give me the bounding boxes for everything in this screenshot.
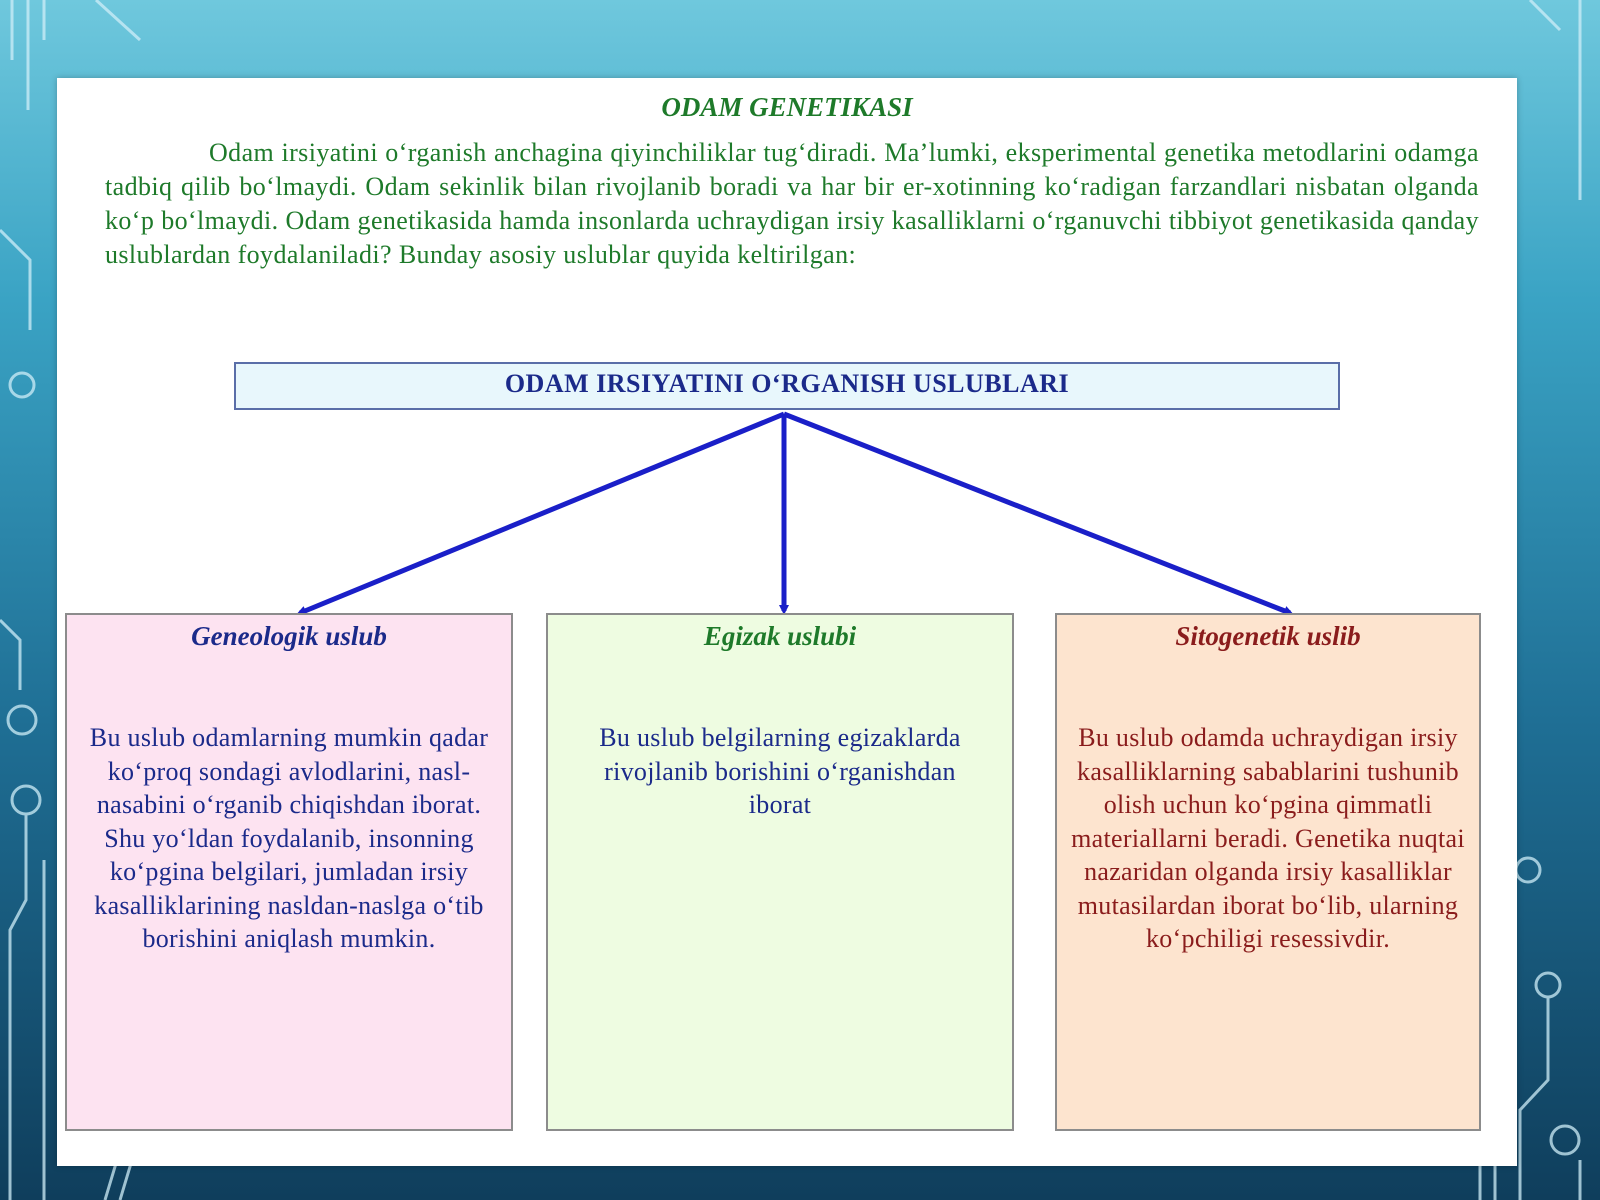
method-title: Sitogenetik uslib	[1175, 621, 1361, 651]
method-title: Geneologik uslub	[191, 621, 387, 651]
page-title: ODAM GENETIKASI	[661, 92, 913, 122]
method-box-geneologik	[65, 613, 513, 1131]
method-description: Bu uslub belgilarning egizaklarda rivojlanib borishini o‘rganishdan iborat	[599, 723, 961, 819]
methods-heading-box: ODAM IRSIYATINI O‘RGANISH USLUBLARI	[234, 362, 1340, 410]
arrow-right	[784, 414, 1290, 613]
method-box-sitogenetik	[1055, 613, 1481, 1131]
arrow-left	[300, 414, 784, 613]
intro-paragraph: Odam irsiyatini o‘rganish anchagina qiyinchiliklar tug‘diradi. Ma’lumki, eksperimental genetika metodlarini odamga tadbiq qilib bo‘lmaydi. Odam sekinlik bilan rivojlanib boradi va har bir er-xotinning ko‘radigan farzandlari nisbatan olganda ko‘p bo‘lmaydi. Odam genetikasida hamda insonlarda uchraydigan irsiy kasalliklarni o‘rganuvchi tibbiyot genetikasida qanday uslublardan foydalaniladi? Bunday asosiy uslublar quyida keltirilgan:	[105, 138, 1479, 269]
method-title: Egizak uslubi	[703, 621, 857, 651]
method-box-egizak	[546, 613, 1014, 1131]
method-description: Bu uslub odamlarning mumkin qadar ko‘proq sondagi avlodlarini, nasl-nasabini o‘rganib chiqishdan iborat. Shu yo‘ldan foydalanib, insonning ko‘pgina belgilari, jumladan irsiy kasalliklarining nasldan-naslga o‘tib borishini aniqlash mumkin.	[89, 723, 489, 953]
method-description: Bu uslub odamda uchraydigan irsiy kasalliklarning sabablarini tushunib olish uchun ko‘pgina qimmatli materiallarni beradi. Genetika nuqtai nazaridan olganda irsiy kasalliklar mutasilardan iborat bo‘lib, ularning ko‘pchiligi resessivdir.	[1071, 723, 1465, 953]
slide-content	[57, 78, 1517, 1166]
